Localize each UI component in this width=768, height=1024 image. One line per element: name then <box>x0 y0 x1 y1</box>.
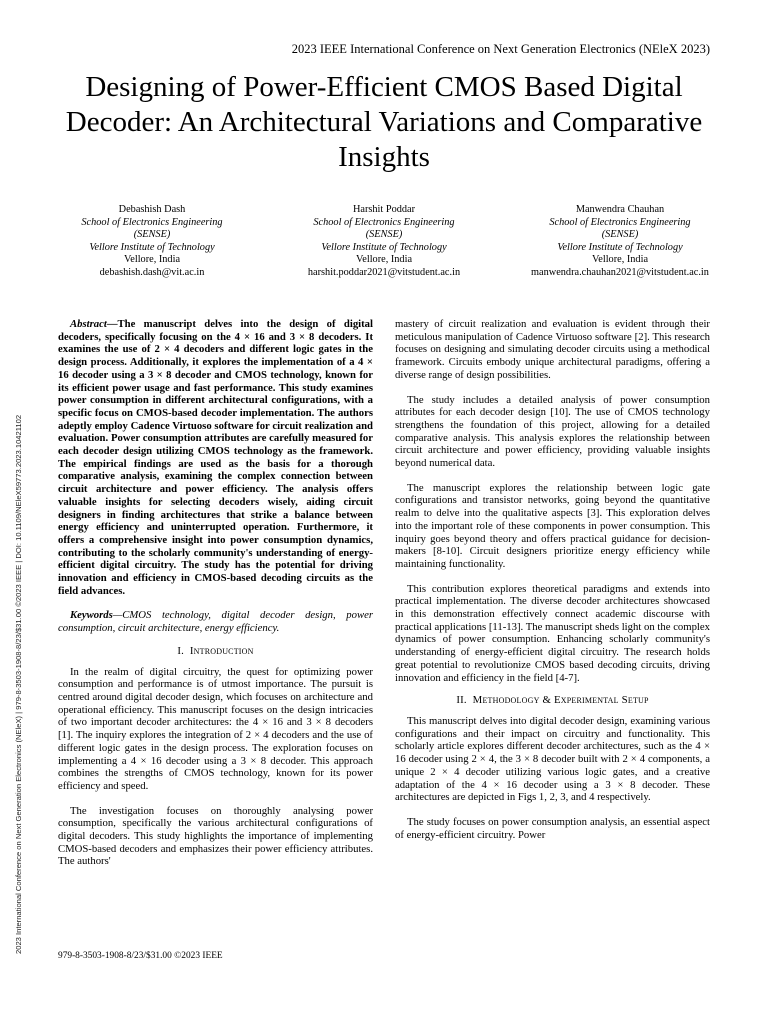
author-dept: (SENSE) <box>133 229 171 241</box>
abstract <box>58 318 373 597</box>
author-block-1 <box>36 204 268 280</box>
abstract-label: Abstract <box>70 318 107 330</box>
doi-sidebar <box>11 318 29 954</box>
author-email: debashish.dash@vit.ac.in <box>99 266 205 278</box>
author-school: School of Electronics Engineering <box>313 216 455 228</box>
author-institute: Vellore Institute of Technology <box>89 241 215 253</box>
author-email: manwendra.chauhan2021@vitstudent.ac.in <box>531 266 709 278</box>
author-dept: (SENSE) <box>365 229 403 241</box>
author-dept: (SENSE) <box>601 229 639 241</box>
keywords-label: Keywords <box>70 609 113 622</box>
copyright-footer: 979-8-3503-1908-8/23/$31.00 ©2023 IEEE <box>58 951 223 961</box>
keywords-text: —CMOS technology, digital decoder design, power consumption, circuit architecture, energy efficiency. <box>58 609 373 635</box>
author-block-3 <box>500 204 740 280</box>
doi-sidebar-text: 2023 International Conference on Next Generation Electronics (NEleX) | 979-8-3503-1908-8/23/$31.00 ©2023 IEEE | DOI: 10.1109/NEleX59773.2023.10421102 <box>14 414 23 954</box>
body-paragraph: In the realm of digital circuitry, the quest for optimizing power consumption and performance is of utmost importance. The pursuit is centred around digital decoder design, which focuses on architecture and operational efficiency. This manuscript focuses on the design intricacies of two important decoder architectures: the 4 × 16 and 3 × 8 decoders [1]. The inquiry explores the integration of 2 × 4 decoders and the use of different logic gates in the design process. The exploration focuses on implementing a 4 × 16 decoder using a 3 × 8 decoder. This approach combines the strengths of CMOS technology, known for its power efficiency and speed. <box>58 665 373 792</box>
keywords <box>58 609 373 634</box>
conference-header: 2023 IEEE International Conference on Next Generation Electronics (NEleX 2023) <box>291 42 710 56</box>
section-heading-introduction: I. Introduction <box>177 644 254 657</box>
author-location: Vellore, India <box>355 254 413 266</box>
author-school: School of Electronics Engineering <box>81 216 223 228</box>
right-column <box>395 318 710 841</box>
author-block-2 <box>268 204 500 280</box>
body-paragraph: The investigation focuses on thoroughly analysing power consumption, specifically the various architectural configurations of digital decoders. This study highlights the importance of implementing CMOS-based decoders and emphasizes their power efficiency attributes. The authors' <box>58 804 373 868</box>
body-paragraph: The study focuses on power consumption analysis, an essential aspect of energy-efficient circuitry. Power <box>395 815 710 841</box>
author-name: Debashish Dash <box>118 204 186 215</box>
body-paragraph: This manuscript delves into digital decoder design, examining various configurations and their impact on circuitry and functionality. This scholarly article explores different decoder architectures, such as the 4 × 16 decoder using 2 × 4, the 3 × 8 decoder built with 2 × 4 components, a unique 2 × 4 decoder utilizing various logic gates, and a creative adaptation of the 4 × 16 decoder using a 3 × 8 decoder. These architectures are depicted in Figs 1, 2, 3, and 4 respectively. <box>395 714 710 804</box>
section-heading-methodology: II. Methodology & Experimental Setup <box>456 694 649 707</box>
author-institute: Vellore Institute of Technology <box>557 241 683 253</box>
author-location: Vellore, India <box>123 254 181 266</box>
author-school: School of Electronics Engineering <box>549 216 691 228</box>
author-location: Vellore, India <box>591 254 649 266</box>
body-paragraph: mastery of circuit realization and evaluation is evident through their meticulous manipulation of Cadence Virtuoso software [2]. This research focuses on designing and simulating decoder circuits using a methodical framework. Circuits embody unique architectural paradigms, offering a diverse range of design possibilities. <box>395 318 710 381</box>
abstract-text: —The manuscript delves into the design of digital decoders, specifically focusing on the 4 × 16 and 3 × 8 decoders. It examines the use of 2 × 4 decoders and different logic gates in the design process. Additionally, it explores the implementation of a 4 × 16 decoder using a 3 × 8 decoder and CMOS technology, known for its efficient power usage and fast performance. This study examines power consumption in different architectural configurations, with a specific focus on CMOS-based decoder implementation. The authors adeptly employ Cadence Virtuoso software for circuit realization and evaluation. Power consumption attributes are carefully measured for each decoder design utilizing CMOS technology as the framework. The empirical findings are used as the basis for a thorough comparative analysis, examining the complex connection between circuit architecture and power efficiency. The analysis offers valuable insights for selecting decoders wisely, aiding circuit designers in finding architectures that strike a balance between energy efficiency and uninterrupted operation. Furthermore, it offers a comprehensive insight into power consumption dynamics, contributing to the scholarly community's understanding of energy-efficient digital circuitry. The study has the potential for driving innovation and efficiency in CMOS-based decoding circuits as the field advances. <box>58 318 373 597</box>
author-name: Harshit Poddar <box>352 204 416 215</box>
body-paragraph: This contribution explores theoretical paradigms and extends into practical implementation. The diverse decoder architectures showcased in this demonstration effectively connect academic discourse with practical applications [11-13]. The manuscript sheds light on the complex dynamics of power consumption. Enhancing scholarly community's understanding of energy-efficient digital circuitry. The research holds great potential to revolutionize CMOS based decoding circuits, driving innovation and efficiency in the field [4-7]. <box>395 582 710 684</box>
author-name: Manwendra Chauhan <box>575 204 665 215</box>
left-column <box>58 318 373 868</box>
paper-title: Designing of Power-Efficient CMOS Based Digital Decoder: An Architectural Variations and Comparative Insights <box>65 71 703 173</box>
body-paragraph: The manuscript explores the relationship between logic gate configurations and transistor networks, going beyond the quantitative realm to delve into the qualitative aspects [3]. This exploration delves into the important role of these components in power consumption. This inquiry goes beyond theory and offers practical guidance for decision-makers [8-10]. Circuit designers prioritize energy efficiency while maintaining functionality. <box>395 481 710 570</box>
body-paragraph: The study includes a detailed analysis of power consumption attributes for each decoder design [10]. The use of CMOS technology strengthens the foundation of this project, allowing for a detailed comparative analysis. This analysis explores the relationship between circuit architecture and power efficiency, providing valuable insights beyond numerical data. <box>395 393 710 470</box>
author-email: harshit.poddar2021@vitstudent.ac.in <box>307 266 461 278</box>
author-institute: Vellore Institute of Technology <box>321 241 447 253</box>
